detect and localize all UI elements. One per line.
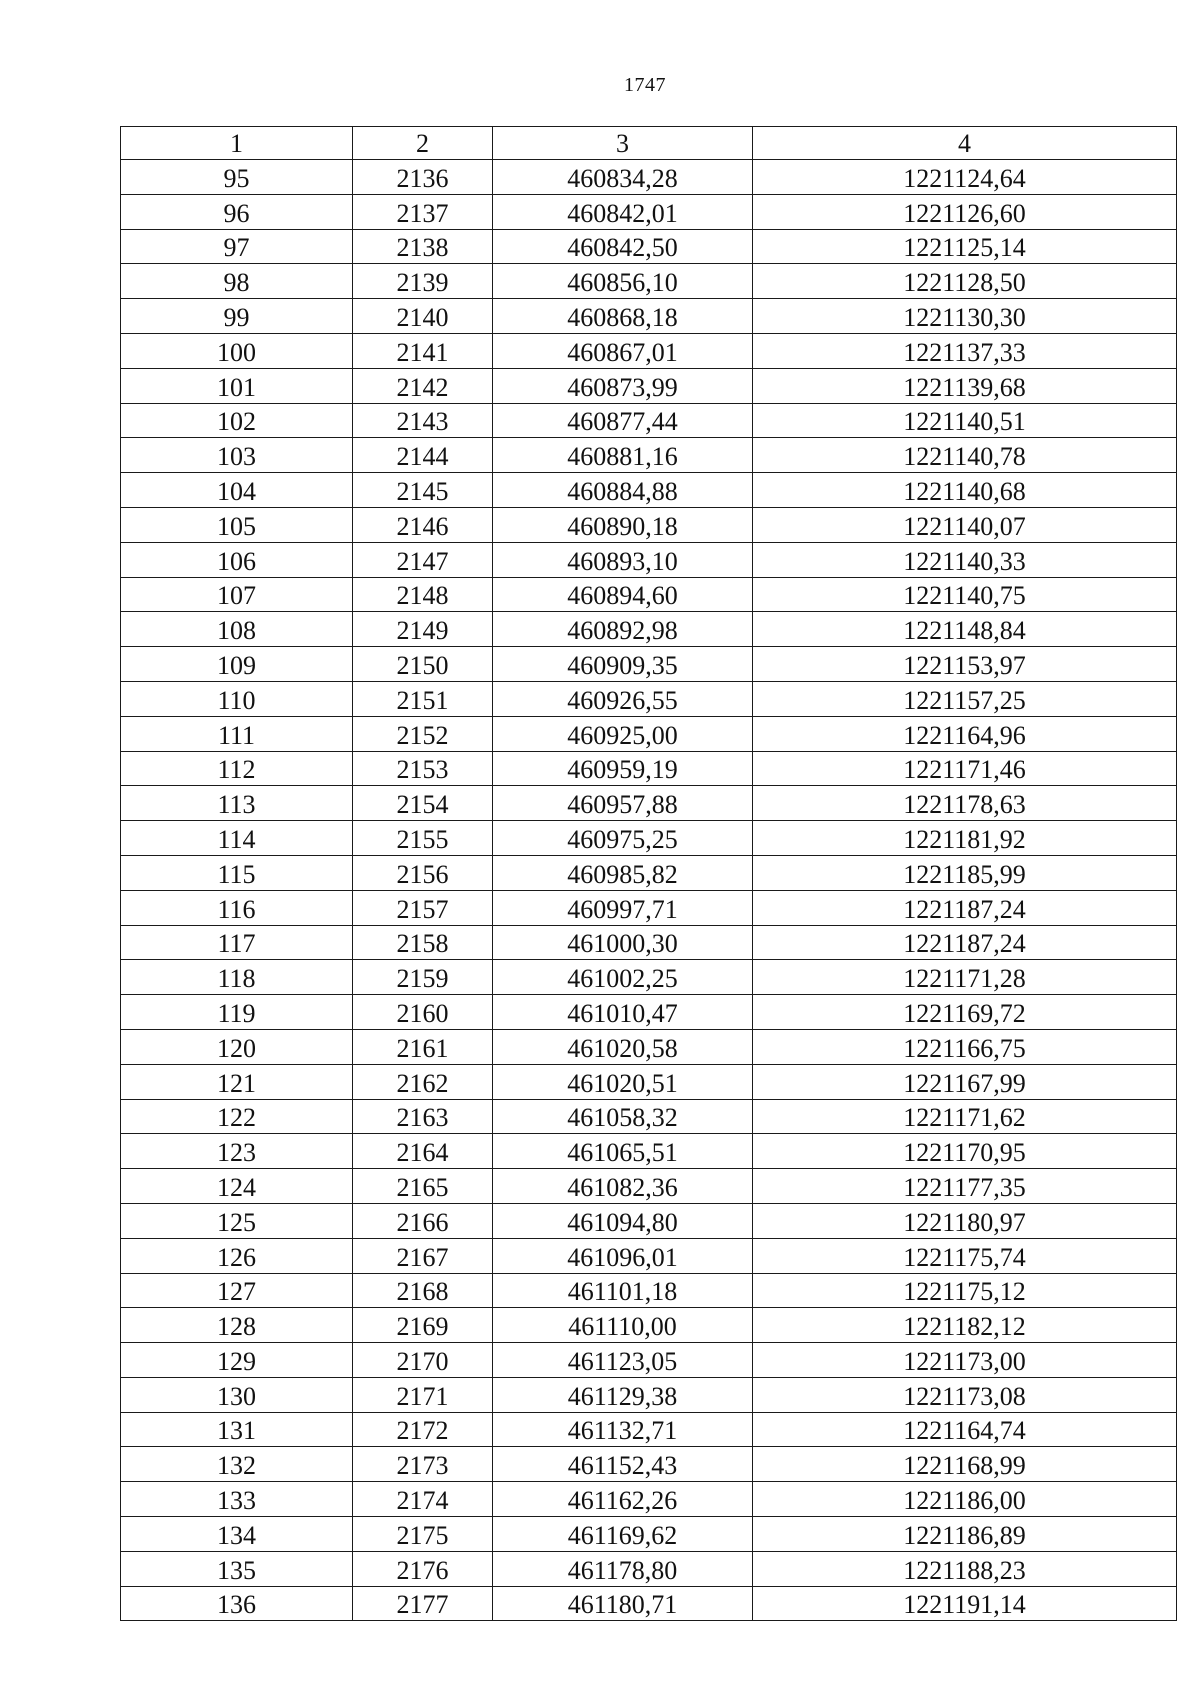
- x-coordinate-cell: 460926,55: [493, 681, 753, 716]
- point-number-cell: 111: [121, 716, 353, 751]
- point-id-cell: 2140: [353, 299, 493, 334]
- y-coordinate-cell: 1221168,99: [753, 1447, 1177, 1482]
- point-number-cell: 125: [121, 1203, 353, 1238]
- point-id-cell: 2153: [353, 751, 493, 786]
- point-number-cell: 107: [121, 577, 353, 612]
- table-row: [121, 1099, 1177, 1134]
- x-coordinate-cell: 461020,58: [493, 1029, 753, 1064]
- y-coordinate-cell: 1221170,95: [753, 1134, 1177, 1169]
- point-id-cell: 2146: [353, 507, 493, 542]
- table-row: [121, 577, 1177, 612]
- point-id-cell: 2170: [353, 1343, 493, 1378]
- x-coordinate-cell: 461058,32: [493, 1099, 753, 1134]
- x-coordinate-cell: 460975,25: [493, 821, 753, 856]
- x-coordinate-cell: 461129,38: [493, 1377, 753, 1412]
- point-number-cell: 123: [121, 1134, 353, 1169]
- table-row: [121, 1586, 1177, 1621]
- table-row: [121, 438, 1177, 473]
- table-row: [121, 647, 1177, 682]
- table-row: [121, 995, 1177, 1030]
- y-coordinate-cell: 1221140,33: [753, 542, 1177, 577]
- point-number-cell: 115: [121, 855, 353, 890]
- table-row: [121, 333, 1177, 368]
- x-coordinate-cell: 460894,60: [493, 577, 753, 612]
- point-number-cell: 133: [121, 1482, 353, 1517]
- y-coordinate-cell: 1221181,92: [753, 821, 1177, 856]
- table-row: [121, 1169, 1177, 1204]
- x-coordinate-cell: 461002,25: [493, 960, 753, 995]
- point-number-cell: 103: [121, 438, 353, 473]
- table-row: [121, 1412, 1177, 1447]
- x-coordinate-cell: 460834,28: [493, 160, 753, 195]
- point-number-cell: 134: [121, 1517, 353, 1552]
- y-coordinate-cell: 1221185,99: [753, 855, 1177, 890]
- table-body: [121, 160, 1177, 1621]
- table-row: [121, 681, 1177, 716]
- y-coordinate-cell: 1221175,12: [753, 1273, 1177, 1308]
- point-number-cell: 118: [121, 960, 353, 995]
- point-number-cell: 130: [121, 1377, 353, 1412]
- point-number-cell: 106: [121, 542, 353, 577]
- point-id-cell: 2164: [353, 1134, 493, 1169]
- table-row: [121, 299, 1177, 334]
- point-number-cell: 129: [121, 1343, 353, 1378]
- point-number-cell: 110: [121, 681, 353, 716]
- point-number-cell: 131: [121, 1412, 353, 1447]
- y-coordinate-cell: 1221140,75: [753, 577, 1177, 612]
- column-header-1: 1: [121, 127, 353, 160]
- point-id-cell: 2165: [353, 1169, 493, 1204]
- y-coordinate-cell: 1221130,30: [753, 299, 1177, 334]
- x-coordinate-cell: 460893,10: [493, 542, 753, 577]
- table-row: [121, 1517, 1177, 1552]
- point-id-cell: 2155: [353, 821, 493, 856]
- x-coordinate-cell: 460884,88: [493, 473, 753, 508]
- x-coordinate-cell: 460842,50: [493, 229, 753, 264]
- point-id-cell: 2162: [353, 1064, 493, 1099]
- y-coordinate-cell: 1221148,84: [753, 612, 1177, 647]
- y-coordinate-cell: 1221187,24: [753, 890, 1177, 925]
- y-coordinate-cell: 1221173,08: [753, 1377, 1177, 1412]
- table-row: [121, 473, 1177, 508]
- y-coordinate-cell: 1221166,75: [753, 1029, 1177, 1064]
- x-coordinate-cell: 461096,01: [493, 1238, 753, 1273]
- table-row: [121, 1482, 1177, 1517]
- table-row: [121, 890, 1177, 925]
- x-coordinate-cell: 460997,71: [493, 890, 753, 925]
- point-number-cell: 126: [121, 1238, 353, 1273]
- x-coordinate-cell: 461169,62: [493, 1517, 753, 1552]
- table-row: [121, 821, 1177, 856]
- point-id-cell: 2166: [353, 1203, 493, 1238]
- y-coordinate-cell: 1221187,24: [753, 925, 1177, 960]
- point-number-cell: 122: [121, 1099, 353, 1134]
- point-id-cell: 2157: [353, 890, 493, 925]
- x-coordinate-cell: 461000,30: [493, 925, 753, 960]
- point-id-cell: 2175: [353, 1517, 493, 1552]
- x-coordinate-cell: 460909,35: [493, 647, 753, 682]
- x-coordinate-cell: 460842,01: [493, 194, 753, 229]
- x-coordinate-cell: 461082,36: [493, 1169, 753, 1204]
- y-coordinate-cell: 1221164,96: [753, 716, 1177, 751]
- y-coordinate-cell: 1221157,25: [753, 681, 1177, 716]
- x-coordinate-cell: 460892,98: [493, 612, 753, 647]
- x-coordinate-cell: 460985,82: [493, 855, 753, 890]
- point-number-cell: 121: [121, 1064, 353, 1099]
- y-coordinate-cell: 1221128,50: [753, 264, 1177, 299]
- point-id-cell: 2161: [353, 1029, 493, 1064]
- x-coordinate-cell: 460881,16: [493, 438, 753, 473]
- point-id-cell: 2142: [353, 368, 493, 403]
- table-row: [121, 1308, 1177, 1343]
- x-coordinate-cell: 461065,51: [493, 1134, 753, 1169]
- point-id-cell: 2138: [353, 229, 493, 264]
- y-coordinate-cell: 1221182,12: [753, 1308, 1177, 1343]
- x-coordinate-cell: 461152,43: [493, 1447, 753, 1482]
- table-row: [121, 1447, 1177, 1482]
- table-row: [121, 786, 1177, 821]
- point-id-cell: 2137: [353, 194, 493, 229]
- x-coordinate-cell: 461178,80: [493, 1551, 753, 1586]
- x-coordinate-cell: 461020,51: [493, 1064, 753, 1099]
- point-number-cell: 128: [121, 1308, 353, 1343]
- point-id-cell: 2173: [353, 1447, 493, 1482]
- point-id-cell: 2148: [353, 577, 493, 612]
- y-coordinate-cell: 1221164,74: [753, 1412, 1177, 1447]
- point-id-cell: 2169: [353, 1308, 493, 1343]
- y-coordinate-cell: 1221140,51: [753, 403, 1177, 438]
- x-coordinate-cell: 460873,99: [493, 368, 753, 403]
- y-coordinate-cell: 1221167,99: [753, 1064, 1177, 1099]
- point-id-cell: 2156: [353, 855, 493, 890]
- table-row: [121, 403, 1177, 438]
- table-row: [121, 1238, 1177, 1273]
- x-coordinate-cell: 461162,26: [493, 1482, 753, 1517]
- y-coordinate-cell: 1221140,78: [753, 438, 1177, 473]
- y-coordinate-cell: 1221171,46: [753, 751, 1177, 786]
- y-coordinate-cell: 1221175,74: [753, 1238, 1177, 1273]
- point-id-cell: 2160: [353, 995, 493, 1030]
- point-id-cell: 2177: [353, 1586, 493, 1621]
- point-number-cell: 127: [121, 1273, 353, 1308]
- x-coordinate-cell: 460867,01: [493, 333, 753, 368]
- point-number-cell: 100: [121, 333, 353, 368]
- table-row: [121, 194, 1177, 229]
- table-row: [121, 1273, 1177, 1308]
- table-row: [121, 160, 1177, 195]
- x-coordinate-cell: 461180,71: [493, 1586, 753, 1621]
- point-id-cell: 2141: [353, 333, 493, 368]
- y-coordinate-cell: 1221173,00: [753, 1343, 1177, 1378]
- y-coordinate-cell: 1221125,14: [753, 229, 1177, 264]
- point-number-cell: 113: [121, 786, 353, 821]
- table-row: [121, 716, 1177, 751]
- point-number-cell: 112: [121, 751, 353, 786]
- y-coordinate-cell: 1221186,89: [753, 1517, 1177, 1552]
- point-id-cell: 2171: [353, 1377, 493, 1412]
- column-header-4: 4: [753, 127, 1177, 160]
- y-coordinate-cell: 1221140,68: [753, 473, 1177, 508]
- point-number-cell: 108: [121, 612, 353, 647]
- point-id-cell: 2145: [353, 473, 493, 508]
- x-coordinate-cell: 460957,88: [493, 786, 753, 821]
- point-id-cell: 2143: [353, 403, 493, 438]
- point-number-cell: 132: [121, 1447, 353, 1482]
- table-row: [121, 1377, 1177, 1412]
- y-coordinate-cell: 1221140,07: [753, 507, 1177, 542]
- y-coordinate-cell: 1221153,97: [753, 647, 1177, 682]
- table-row: [121, 855, 1177, 890]
- column-header-3: 3: [493, 127, 753, 160]
- point-number-cell: 97: [121, 229, 353, 264]
- point-number-cell: 95: [121, 160, 353, 195]
- table-row: [121, 1064, 1177, 1099]
- y-coordinate-cell: 1221186,00: [753, 1482, 1177, 1517]
- table-row: [121, 229, 1177, 264]
- point-number-cell: 120: [121, 1029, 353, 1064]
- point-id-cell: 2159: [353, 960, 493, 995]
- point-number-cell: 102: [121, 403, 353, 438]
- coordinates-table: [120, 126, 1177, 1621]
- point-number-cell: 136: [121, 1586, 353, 1621]
- table-row: [121, 1343, 1177, 1378]
- x-coordinate-cell: 461010,47: [493, 995, 753, 1030]
- y-coordinate-cell: 1221139,68: [753, 368, 1177, 403]
- point-number-cell: 101: [121, 368, 353, 403]
- x-coordinate-cell: 460890,18: [493, 507, 753, 542]
- y-coordinate-cell: 1221169,72: [753, 995, 1177, 1030]
- x-coordinate-cell: 460877,44: [493, 403, 753, 438]
- x-coordinate-cell: 460868,18: [493, 299, 753, 334]
- x-coordinate-cell: 461132,71: [493, 1412, 753, 1447]
- x-coordinate-cell: 460959,19: [493, 751, 753, 786]
- point-number-cell: 105: [121, 507, 353, 542]
- point-id-cell: 2174: [353, 1482, 493, 1517]
- point-id-cell: 2150: [353, 647, 493, 682]
- table-row: [121, 612, 1177, 647]
- point-number-cell: 98: [121, 264, 353, 299]
- y-coordinate-cell: 1221178,63: [753, 786, 1177, 821]
- x-coordinate-cell: 461101,18: [493, 1273, 753, 1308]
- point-id-cell: 2149: [353, 612, 493, 647]
- point-number-cell: 117: [121, 925, 353, 960]
- x-coordinate-cell: 460925,00: [493, 716, 753, 751]
- column-header-2: 2: [353, 127, 493, 160]
- y-coordinate-cell: 1221126,60: [753, 194, 1177, 229]
- table-row: [121, 1134, 1177, 1169]
- point-number-cell: 119: [121, 995, 353, 1030]
- table-row: [121, 264, 1177, 299]
- point-id-cell: 2152: [353, 716, 493, 751]
- table-row: [121, 1203, 1177, 1238]
- point-number-cell: 114: [121, 821, 353, 856]
- point-id-cell: 2176: [353, 1551, 493, 1586]
- point-number-cell: 135: [121, 1551, 353, 1586]
- x-coordinate-cell: 460856,10: [493, 264, 753, 299]
- point-id-cell: 2172: [353, 1412, 493, 1447]
- point-number-cell: 116: [121, 890, 353, 925]
- x-coordinate-cell: 461110,00: [493, 1308, 753, 1343]
- point-id-cell: 2147: [353, 542, 493, 577]
- point-number-cell: 109: [121, 647, 353, 682]
- table-header-row: [121, 127, 1177, 160]
- point-number-cell: 124: [121, 1169, 353, 1204]
- table-row: [121, 960, 1177, 995]
- page-number: 1747: [624, 74, 666, 96]
- point-id-cell: 2144: [353, 438, 493, 473]
- point-id-cell: 2168: [353, 1273, 493, 1308]
- point-id-cell: 2139: [353, 264, 493, 299]
- table-row: [121, 925, 1177, 960]
- point-id-cell: 2167: [353, 1238, 493, 1273]
- x-coordinate-cell: 461094,80: [493, 1203, 753, 1238]
- point-id-cell: 2136: [353, 160, 493, 195]
- table-row: [121, 507, 1177, 542]
- point-id-cell: 2154: [353, 786, 493, 821]
- table-row: [121, 368, 1177, 403]
- point-number-cell: 104: [121, 473, 353, 508]
- y-coordinate-cell: 1221177,35: [753, 1169, 1177, 1204]
- y-coordinate-cell: 1221191,14: [753, 1586, 1177, 1621]
- point-number-cell: 96: [121, 194, 353, 229]
- y-coordinate-cell: 1221180,97: [753, 1203, 1177, 1238]
- y-coordinate-cell: 1221171,62: [753, 1099, 1177, 1134]
- point-id-cell: 2158: [353, 925, 493, 960]
- y-coordinate-cell: 1221171,28: [753, 960, 1177, 995]
- y-coordinate-cell: 1221188,23: [753, 1551, 1177, 1586]
- table-row: [121, 1551, 1177, 1586]
- point-number-cell: 99: [121, 299, 353, 334]
- table-row: [121, 751, 1177, 786]
- y-coordinate-cell: 1221124,64: [753, 160, 1177, 195]
- table-row: [121, 1029, 1177, 1064]
- point-id-cell: 2163: [353, 1099, 493, 1134]
- y-coordinate-cell: 1221137,33: [753, 333, 1177, 368]
- table-row: [121, 542, 1177, 577]
- point-id-cell: 2151: [353, 681, 493, 716]
- x-coordinate-cell: 461123,05: [493, 1343, 753, 1378]
